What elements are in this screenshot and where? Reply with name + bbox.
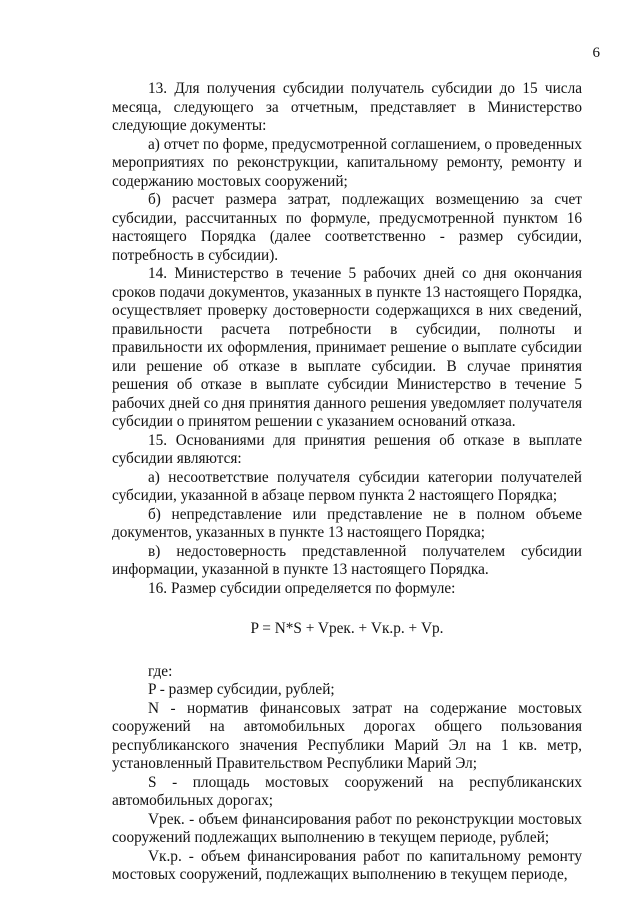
subsidy-formula: P = N*S + Vрек. + Vк.р. + Vр. [250,620,444,637]
definition-p: P - размер субсидии, рублей; [148,681,335,698]
paragraph-13: 13. Для получения субсидии получатель субсидии до 15 числа месяца, следующего за отчетным, представляет в Министерство следующие документы: [112,80,582,134]
paragraph-16: 16. Размер субсидии определяется по формуле: [148,579,456,597]
definition-s: S - площадь мостовых сооружений на республиканских автомобильных дорогах; [112,773,582,809]
where-label: где: [148,662,173,680]
paragraph-15-c: в) недостоверность представленной получателем субсидии информации, указанной в пункте 13 настоящего Порядка. [112,542,582,578]
paragraph-13-a: а) отчет по форме, предусмотренной соглашением, о проведенных мероприятиях по реконструкции, капитальному ремонту, ремонту и содержанию мостовых сооружений; [112,135,582,190]
paragraph-13-b: б) расчет размера затрат, подлежащих возмещению за счет субсидии, рассчитанных по формуле, предусмотренной пунктом 16 настоящего Порядка (далее соответственно - размер субсидии, потребность в субсидии). [112,191,582,264]
definition-n: N - норматив финансовых затрат на содержание мостовых сооружений на автомобильных дорогах общего пользования республиканского значения Республики Марий Эл на 1 кв. метр, установленный Правительством Республики Марий Эл; [112,699,582,772]
paragraph-14: 14. Министерство в течение 5 рабочих дней со дня окончания сроков подачи документов, указанных в пункте 13 настоящего Порядка, осуществляет проверку достоверности содержащихся в них сведений, правильности расчета потребности в субсидии, полноты и правильности их оформления, принимает решение о выплате субсидии или решение об отказе в выплате субсидии. В случае принятия решения об отказе в выплате субсидии Министерство в течение 5 рабочих дней со дня принятия данного решения уведомляет получателя субсидии о принятом решении с указанием оснований отказа. [112,265,582,430]
paragraph-15-b: б) непредставление или представление не в полном объеме документов, указанных в пункте 13 настоящего Порядка; [112,505,582,541]
paragraph-15: 15. Основаниями для принятия решения об отказе в выплате субсидии являются: [112,431,582,467]
definition-vkr: Vк.р. - объем финансирования работ по капитальному ремонту мостовых сооружений, подлежащих выполнению в текущем периоде, [112,847,582,883]
page-number: 6 [592,45,600,61]
document-body [112,80,582,885]
paragraph-15-a: а) несоответствие получателя субсидии категории получателей субсидии, указанной в абзаце первом пункта 2 настоящего Порядка; [112,468,582,504]
definition-vrek: Vрек. - объем финансирования работ по реконструкции мостовых сооружений подлежащих выполнению в текущем периоде, рублей; [112,810,582,846]
